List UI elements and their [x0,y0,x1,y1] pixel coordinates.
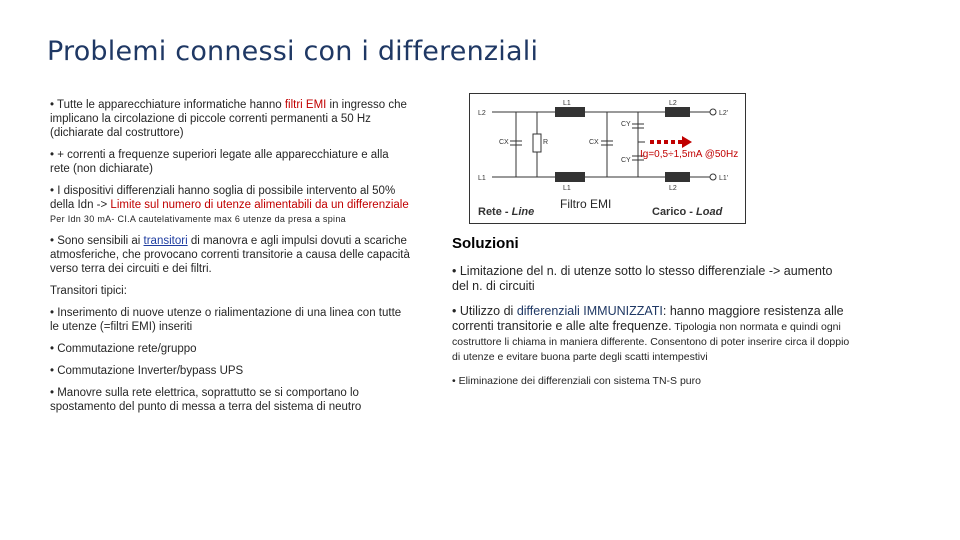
paragraph-threshold: • I dispositivi differenziali hanno soglia di possibile intervento al 50% della Idn -> Limite sul numero di utenze alimentabili da un differenziale Per Idn 30 mA- CI.A cautelativamente max 6 utenze da presa a spina [50,185,409,224]
resistor-r [533,134,541,152]
transitori-link[interactable]: transitori [143,235,188,247]
label-l2-bottom: L2 [669,185,677,192]
label-l2-top: L2 [669,100,677,107]
solutions-panel [452,235,852,398]
label-cx-left: CX [499,139,509,146]
label-cy-bottom: CY [621,157,631,164]
label-r: R [543,139,549,146]
inductor-l2-bottom [665,172,690,182]
emi-filters-highlight: filtri EMI [284,99,327,111]
paragraph-typical: Transitori tipici: [50,285,127,297]
diagram-caption: Filtro EMI [560,197,612,211]
list-item: • Commutazione Inverter/bypass UPS [50,365,244,377]
inductor-l2-top [665,107,690,117]
limit-highlight: Limite sul numero di utenze alimentabili da un differenziale [110,199,409,211]
label-l2: L2 [478,110,486,117]
label-l1-prime: L1' [719,175,729,182]
paragraph-transients: • Sono sensibili ai transitori di manovra e agli impulsi dovuti a scariche atmosferiche, che provocano correnti transitorie a causa delle capacità verso terra dei circuiti e dei filtri. [50,235,410,275]
label-carico-load: Carico - Load [652,206,723,218]
paragraph-high-freq: • + correnti a frequenze superiori legate alle apparecchiature e alla rete (non dichiarate) [50,149,389,175]
label-cy-top: CY [621,121,631,128]
inductor-l1-bottom [555,172,585,182]
paragraph-emi-filters: • Tutte le apparecchiature informatiche hanno filtri EMI in ingresso che implicano la circolazione di piccole correnti permanenti a 50 Hz (dichiarate dal costruttore) [50,99,407,139]
label-l2-prime: L2' [719,110,729,117]
label-cx-right: CX [589,139,599,146]
label-rete-line: Rete - Line [478,206,535,218]
list-item: • Commutazione rete/gruppo [50,343,197,355]
solutions-heading: Soluzioni [452,235,519,252]
immunized-highlight: differenziali IMMUNIZZATI [516,304,663,318]
label-l1-bottom: L1 [563,185,571,192]
solution-item: • Eliminazione dei differenziali con sistema TN-S puro [452,375,701,387]
leakage-current-label: Ig=0,5÷1,5mA @50Hz [640,149,739,160]
inductor-l1-top [555,107,585,117]
label-l1-top: L1 [563,100,571,107]
list-item: • Inserimento di nuove utenze o rialimentazione di una linea con tutte le utenze (=filtri EMI) inseriti [50,307,402,333]
left-column [50,98,410,422]
list-item: • Manovre sulla rete elettrica, soprattutto se si comportano lo spostamento del punto di messa a terra del sistema di neutro [50,387,362,413]
page-title: Problemi connessi con i differenziali [47,36,539,67]
label-l1: L1 [478,175,486,182]
solution-item: • Utilizzo di differenziali IMMUNIZZATI: hanno maggiore resistenza alle correnti transitorie e alle alte frequenze. Tipologia non normata e quindi ogni costruttore li chiama in maniera differente. Consentono di poter inserire circa il doppio di utenze e evitare buona parte degli scatti intempestivi [452,304,850,363]
solution-item: • Limitazione del n. di utenze sotto lo stesso differenziale -> aumento del n. di circuiti [452,264,833,293]
